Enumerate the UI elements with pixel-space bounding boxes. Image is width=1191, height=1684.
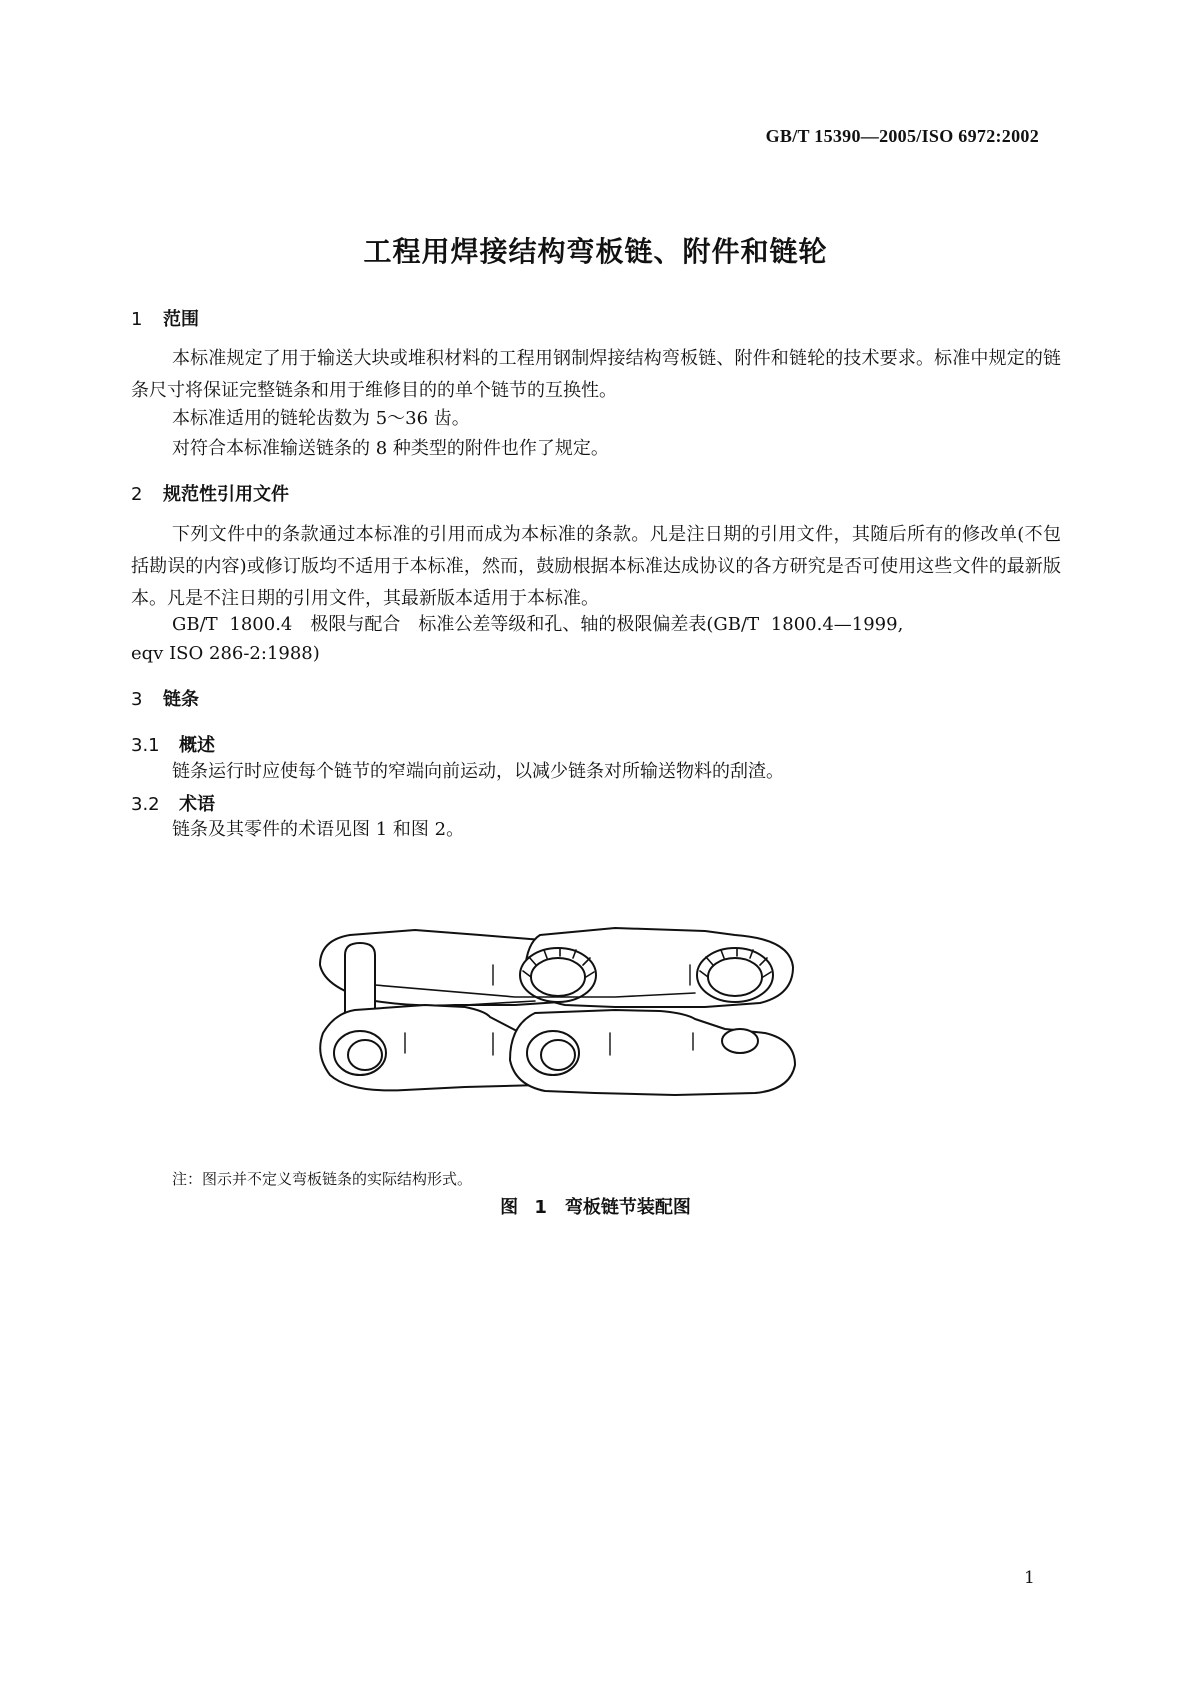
section-1-paragraph-1: 本标准规定了用于输送大块或堆积材料的工程用钢制焊接结构弯板链、附件和链轮的技术要求。标准中规定的链条尺寸将保证完整链条和用于维修目的的单个链节的互换性。 [131, 348, 1061, 401]
normative-reference-line-2: eqv ISO 286-2:1988) [131, 643, 320, 664]
pin-head-face [348, 1040, 382, 1070]
section-3-2-text: 链条及其零件的术语见图 1 和图 2。 [172, 819, 465, 840]
section-3-2-heading [131, 790, 215, 816]
section-2-heading [131, 480, 289, 506]
section-number: 3 [131, 689, 143, 710]
section-3-heading [131, 685, 199, 711]
section-2-paragraph: 下列文件中的条款通过本标准的引用而成为本标准的条款。凡是注日期的引用文件，其随后所有的修改单(不包括勘误的内容)或修订版均不适用于本标准，然而，鼓励根据本标准达成协议的各方研究是否可使用这些文件的最新版本。凡是不注日期的引用文件，其最新版本适用于本标准。 [131, 524, 1061, 609]
section-title: 术语 [179, 794, 215, 815]
section-number: 3.1 [131, 735, 160, 756]
section-title: 规范性引用文件 [163, 484, 289, 505]
section-title: 范围 [163, 309, 199, 330]
normative-reference-line-1: GB/T 1800.4 极限与配合 标准公差等级和孔、轴的极限偏差表(GB/T 1800.4—1999, [172, 614, 904, 635]
standard-code: GB/T 15390—2005/ISO 6972:2002 [765, 126, 1039, 146]
figure-note: 注：图示并不定义弯板链条的实际结构形式。 [172, 1170, 473, 1188]
section-3-1-heading [131, 731, 215, 757]
pin-head-face [541, 1040, 575, 1070]
section-1-paragraph-3: 对符合本标准输送链条的 8 种类型的附件也作了规定。 [172, 438, 609, 459]
section-number: 3.2 [131, 794, 160, 815]
bushing-bore [531, 958, 585, 996]
figure-caption: 图 1 弯板链节装配图 [500, 1197, 691, 1218]
section-title: 概述 [179, 735, 215, 756]
chain-link-assembly-drawing [315, 925, 820, 1105]
section-number: 2 [131, 484, 143, 505]
section-1-paragraph-2: 本标准适用的链轮齿数为 5～36 齿。 [172, 408, 470, 429]
bushing-bore [708, 958, 762, 996]
page-number: 1 [1024, 1568, 1035, 1588]
document-title: 工程用焊接结构弯板链、附件和链轮 [363, 235, 828, 268]
pin-hole [722, 1029, 758, 1053]
section-title: 链条 [163, 689, 199, 710]
section-number: 1 [131, 309, 143, 330]
section-3-1-text: 链条运行时应使每个链节的窄端向前运动，以减少链条对所输送物料的刮渣。 [172, 761, 784, 782]
section-1-heading [131, 305, 199, 331]
